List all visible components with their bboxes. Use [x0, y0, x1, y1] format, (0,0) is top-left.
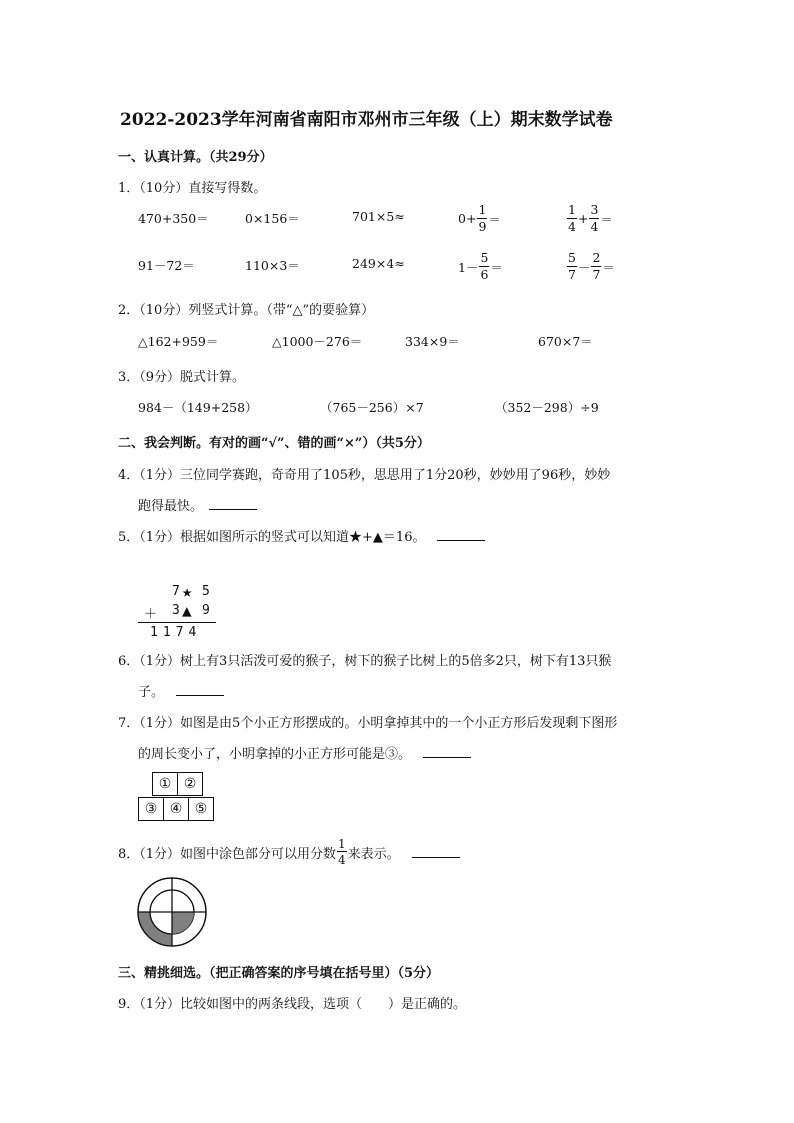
- q1-item-10-post: ＝: [602, 259, 615, 275]
- square-2: ②: [177, 772, 203, 796]
- q1-item-5-fraction-1: [567, 204, 577, 233]
- q2-item-2: △1000－276＝: [272, 334, 363, 349]
- q6-line-1: 6．（1分）树上有3只活泼可爱的猴子，树下的猴子比树上的5倍多2只，树下有13只猴: [118, 654, 612, 669]
- q2-label: 2．（10分）列竖式计算。（带“△”的要验算）: [118, 303, 375, 318]
- q4-line-1: 4．（1分）三位同学赛跑，奇奇用了105秒，思思用了1分20秒，妙妙用了96秒，妙妙: [118, 468, 611, 483]
- square-1: ①: [152, 772, 178, 796]
- q1-item-5: [566, 204, 613, 233]
- q5-line-1-text: 5．（1分）根据如图所示的竖式可以知道★+▲＝16。: [118, 530, 426, 545]
- q1-item-4: [458, 204, 501, 233]
- q8-text-post: 来表示。: [347, 846, 400, 862]
- q1-item-7: 110×3＝: [245, 258, 300, 273]
- section-1-heading: 一、认真计算。（共29分）: [118, 150, 273, 165]
- answer-blank[interactable]: [209, 499, 257, 510]
- q1-item-9-pre: 1－: [458, 259, 479, 275]
- q2-item-3: 334×9＝: [405, 334, 460, 349]
- q1-item-10-fraction-2: [591, 252, 601, 281]
- plus-sign: ＋: [144, 607, 158, 622]
- operator: +: [577, 211, 589, 226]
- fraction-numerator: 2: [592, 250, 601, 265]
- q3-item-3: （352－298）÷9: [495, 400, 599, 415]
- q8-text-pre: 8．（1分）如图中涂色部分可以用分数: [118, 846, 337, 862]
- q8-line-1: [118, 838, 460, 866]
- fraction-denominator: 7: [592, 266, 601, 282]
- digit: 7: [172, 584, 180, 599]
- q7-line-1: 7．（1分）如图是由5个小正方形摆成的。小明拿掉其中的一个小正方形后发现剩下图形: [118, 716, 618, 731]
- q1-item-4-pre: 0+: [458, 211, 477, 226]
- answer-blank[interactable]: [176, 685, 224, 696]
- fraction-denominator: 7: [568, 266, 576, 282]
- q1-item-5-fraction-2: [589, 204, 599, 233]
- q2-item-1: △162+959＝: [138, 334, 219, 349]
- fraction-denominator: 4: [338, 853, 346, 867]
- sum-line: [138, 622, 216, 623]
- q9-text: 9．（1分）比较如图中的两条线段，选项（ ）是正确的。: [118, 997, 467, 1012]
- q2-item-4: 670×7＝: [538, 334, 593, 349]
- q7-line-2-text: 的周长变小了，小明拿掉的小正方形可能是③。: [138, 747, 412, 762]
- answer-blank[interactable]: [423, 747, 471, 758]
- operator: －: [577, 259, 591, 275]
- q1-item-2: 0×156＝: [245, 211, 300, 226]
- fraction-numerator: 5: [568, 250, 576, 265]
- fraction-numerator: 1: [568, 202, 576, 217]
- q1-item-10: [566, 252, 615, 281]
- fraction-numerator: 3: [590, 202, 599, 217]
- q1-item-4-post: ＝: [488, 211, 501, 227]
- q8-fraction: [337, 838, 347, 866]
- q3-item-1: 984－（149+258）: [138, 400, 258, 415]
- q6-line-2: [138, 681, 224, 700]
- q1-label: 1．（10分）直接写得数。: [118, 181, 267, 196]
- fraction-denominator: 4: [590, 218, 599, 234]
- q1-item-9-fraction: [479, 252, 489, 281]
- fraction-numerator: 1: [478, 202, 487, 217]
- q5-line-1: [118, 526, 485, 545]
- q5-vertical-addition: [138, 584, 218, 642]
- q3-item-2: （765－256）×7: [320, 400, 424, 415]
- q7-square-figure: [138, 772, 218, 822]
- triangle-symbol: ▲: [182, 601, 192, 620]
- answer-blank[interactable]: [412, 847, 460, 858]
- star-symbol: ★: [182, 582, 193, 602]
- fraction-numerator: 1: [338, 837, 346, 851]
- square-3: ③: [138, 797, 164, 821]
- q7-line-2: [138, 743, 471, 762]
- q3-label: 3．（9分）脱式计算。: [118, 370, 246, 385]
- fraction-numerator: 5: [480, 250, 489, 265]
- answer-blank[interactable]: [437, 530, 485, 541]
- section-3-heading: 三、精挑细选。（把正确答案的序号填在括号里）（5分）: [118, 966, 440, 981]
- q4-line-2: [138, 495, 257, 514]
- fraction-denominator: 6: [480, 266, 489, 282]
- q1-item-6: 91－72＝: [138, 258, 195, 273]
- square-4: ④: [163, 797, 189, 821]
- q6-line-2-text: 子。: [138, 685, 165, 700]
- sum-result: 1174: [150, 625, 202, 640]
- page-title: 2022-2023学年河南省南阳市邓州市三年级（上）期末数学试卷: [120, 110, 613, 130]
- q1-item-10-fraction-1: [567, 252, 577, 281]
- q8-circle-figure: [136, 876, 208, 948]
- q1-item-9-post: ＝: [490, 259, 503, 275]
- digit: 5: [202, 584, 210, 599]
- q1-item-8: 249×4≈: [352, 256, 405, 271]
- q1-item-9: [458, 252, 503, 281]
- q4-line-2-text: 跑得最快。: [138, 499, 204, 514]
- section-2-heading: 二、我会判断。有对的画“√”、错的画“×”）（共5分）: [118, 436, 430, 451]
- fraction-denominator: 9: [478, 218, 487, 234]
- digit: 9: [202, 603, 210, 618]
- q1-item-5-post: ＝: [600, 211, 613, 227]
- digit: 3: [172, 603, 180, 618]
- q1-item-3: 701×5≈: [352, 209, 405, 224]
- fraction-denominator: 4: [568, 218, 576, 234]
- square-5: ⑤: [188, 797, 214, 821]
- q1-item-4-fraction: [477, 204, 487, 233]
- q1-item-1: 470+350＝: [138, 211, 209, 226]
